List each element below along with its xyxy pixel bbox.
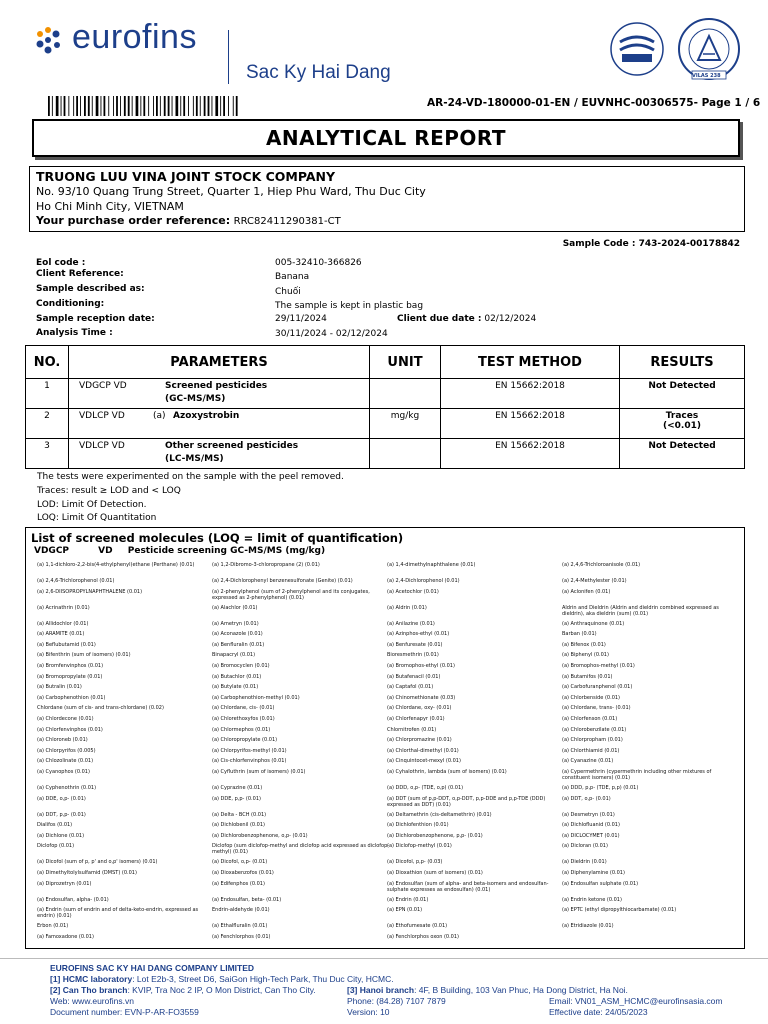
molecule-item: (a) Cyanophos (0.01) <box>37 769 90 775</box>
molecule-item: (a) Ametryn (0.01) <box>212 620 259 627</box>
row-unit <box>370 439 441 469</box>
row-accreditation-flag: (a) <box>153 411 166 421</box>
table-header-row <box>26 346 745 379</box>
molecule-item: (a) Chloropropylate (0.01) <box>212 737 278 744</box>
molecule-item: Endrin-aldehyde (0.01) <box>212 907 270 914</box>
molecules-method-title: Pesticide screening GC-MS/MS (mg/kg) <box>127 546 326 556</box>
molecule-item: (a) Alachlor (0.01) <box>212 604 258 611</box>
row-param-name: Azoxystrobin <box>173 411 240 421</box>
sample-code: Sample Code : 743-2024-00178842 <box>562 239 740 249</box>
molecule-item: (a) Chlorfenvinphos (0.01) <box>37 726 103 733</box>
row-param-name: Other screened pesticides <box>165 441 299 451</box>
footer-hanoi-address: : 4F, B Building, 103 Van Phuc, Ha Dong District, Ha Noi. <box>414 985 628 995</box>
molecule-item: (a) Chlorpromazine (0.01) <box>387 737 452 744</box>
molecule-item: (a) 2,6-DIISOPROPYLNAPHTHALENE (0.01) <box>37 588 143 595</box>
molecule-item: (a) Dicloran (0.01) <box>562 843 608 850</box>
molecule-item: (a) Endosulfan, beta- (0.01) <box>212 896 282 903</box>
sample-described-value: Chuối <box>275 287 301 297</box>
molecule-item: (a) Dicofol (sum of p, p' and o,p' isomers) (0.01) <box>37 859 158 866</box>
row-result <box>620 409 745 439</box>
molecule-item: (a) Chlorethoxyfos (0.01) <box>212 716 275 722</box>
molecule-item: (a) Acetochlor (0.01) <box>387 588 439 595</box>
conditioning-value: The sample is kept in plastic bag <box>275 301 424 311</box>
molecule-item: (a) Chlorpyrifos-methyl (0.01) <box>212 747 287 754</box>
molecule-item: (a) Chlordane, cis- (0.01) <box>212 705 275 712</box>
row-result-value: Traces <box>665 411 699 421</box>
sample-described-label: Sample described as: <box>36 284 145 294</box>
row-parameter <box>69 379 370 409</box>
molecule-item: (a) ARAMITE (0.01) <box>37 631 85 638</box>
molecule-item: (a) Dichlofenthion (0.01) <box>387 822 449 829</box>
brand-name: eurofins <box>72 18 197 56</box>
molecules-code: VDGCP <box>34 546 70 556</box>
molecule-item: Erbon (0.01) <box>37 923 69 930</box>
row-result-value: Not Detected <box>648 441 716 451</box>
molecule-item: (a) Chlordane, oxy- (0.01) <box>387 705 452 712</box>
row-param-name: Screened pesticides <box>165 381 268 391</box>
molecule-item: (a) EPTC (ethyl dipropylthiocarbamate) (0.01) <box>562 907 677 914</box>
footer-phone: Phone: (84.28) 7107 7879 <box>347 996 446 1006</box>
po-label: Your purchase order reference: <box>36 214 231 227</box>
footer-effective-date: Effective date: 24/05/2023 <box>549 1007 648 1017</box>
col-results: RESULTS <box>620 346 745 379</box>
molecule-item: (a) Bromophos-methyl (0.01) <box>562 663 635 669</box>
molecule-item: (a) Endrin (sum of endrin and of delta-keto-endrin, expressed as endrin) (0.01) <box>37 907 199 920</box>
molecule-item: (a) 1,2-Dibromo-3-chloropropane (2) (0.01) <box>212 562 320 568</box>
molecule-item: (a) Bifenox (0.01) <box>562 641 606 648</box>
analysis-time-label: Analysis Time : <box>36 328 113 338</box>
molecule-item: (a) Chlorobenzilate (0.01) <box>562 726 627 733</box>
client-reference-label: Client Reference: <box>36 269 124 279</box>
molecule-item: (a) Cyprazine (0.01) <box>212 785 263 791</box>
molecule-item: (a) Carbophenothion (0.01) <box>37 694 106 701</box>
due-date-value: 02/12/2024 <box>484 314 537 324</box>
client-reference-value: Banana <box>275 272 310 282</box>
molecule-item: (a) Ethofumesate (0.01) <box>387 923 448 930</box>
molecule-item: (a) Bifenthrin (sum of isomers) (0.01) <box>37 652 131 659</box>
molecule-item: Chlornitrofen (0.01) <box>387 726 437 733</box>
molecule-item: (a) Beflubutamid (0.01) <box>37 641 96 648</box>
molecule-item: (a) Dioxathion (sum of isomers) (0.01) <box>387 870 483 876</box>
molecule-item: (a) Chlordane, trans- (0.01) <box>562 705 631 712</box>
molecule-item: (a) Diphenylamine (0.01) <box>562 870 625 876</box>
molecule-item: (a) Chlorfenapyr (0.01) <box>387 716 445 722</box>
molecule-item: (a) Cyhalothrin, lambda (sum of isomers) (0.01) <box>387 769 507 775</box>
note-loq: LOQ: Limit Of Quantitation <box>37 513 157 523</box>
molecule-item: (a) Chlorthiamid (0.01) <box>562 747 620 754</box>
molecule-item: (a) Chinomethionate (0.03) <box>387 694 456 701</box>
footer-web: Web: www.eurofins.vn <box>50 996 134 1006</box>
row-code: VDLCP VD <box>79 411 125 421</box>
vilas-code: VILAS 238 <box>692 73 721 79</box>
row-code: VDLCP VD <box>79 441 125 451</box>
molecule-item: (a) Famoxadone (0.01) <box>37 933 94 940</box>
molecule-item: (a) Chlorpyrifos (0.005) <box>37 747 96 754</box>
table-row <box>26 379 745 409</box>
row-unit: mg/kg <box>370 409 441 439</box>
molecule-item: (a) Endrin ketone (0.01) <box>562 896 622 903</box>
molecule-item: Binapacryl (0.01) <box>212 652 256 659</box>
molecule-item: (a) Dichlorobenzophenone, p,p- (0.01) <box>387 832 483 839</box>
molecule-item: (a) Dichlorobenzophenone, o,p- (0.01) <box>212 832 308 839</box>
molecule-item: (a) Chlozolinate (0.01) <box>37 758 94 765</box>
molecule-item: (a) Carbofuranphenol (0.01) <box>562 684 633 691</box>
due-date-label: Client due date : <box>397 314 482 324</box>
po-value: RRC82411290381-CT <box>233 216 341 227</box>
molecule-item: (a) DDT (sum of p,p-DDT, o,p-DDT, p,p-DDE and p,p-TDE (DDD) expressed as DDT) (0.01) <box>387 795 546 808</box>
row-method: EN 15662:2018 <box>441 379 620 409</box>
molecule-item: (a) Diprozetryn (0.01) <box>37 880 92 887</box>
footer-email: Email: VN01_ASM_HCMC@eurofinsasia.com <box>549 996 723 1006</box>
molecule-item: (a) Deltamethrin (cis-deltamethrin) (0.01) <box>387 811 492 818</box>
molecule-item: (a) Cyphenothrin (0.01) <box>37 785 97 791</box>
molecule-item: (a) 2-phenylphenol (sum of 2-phenylphenol and its conjugates, expressed as 2-phenylphenol) (0.01) <box>212 588 370 601</box>
row-code: VDGCP VD <box>79 381 127 391</box>
molecule-item: (a) Chlorfenson (0.01) <box>562 716 618 722</box>
row-method: EN 15662:2018 <box>441 409 620 439</box>
subbrand-name: Sac Ky Hai Dang <box>246 62 391 83</box>
report-title: ANALYTICAL REPORT <box>32 119 740 157</box>
footer-company: EUROFINS SAC KY HAI DANG COMPANY LIMITED <box>50 963 255 973</box>
molecule-item: (a) 2,4-Dichlorophenol (0.01) <box>387 578 460 584</box>
molecule-item: (a) Dicofol, o,p- (0.01) <box>212 859 268 866</box>
client-box <box>29 166 745 232</box>
molecule-item: Chlordane (sum of cis- and trans-chlordane) (0.02) <box>37 705 164 712</box>
molecule-item: (a) DICLOCYMET (0.01) <box>562 832 620 839</box>
molecule-item: (a) Chlorbenside (0.01) <box>562 694 621 701</box>
molecule-item: (a) Bromophos-ethyl (0.01) <box>387 663 455 669</box>
barcode <box>48 96 238 116</box>
report-reference: AR-24-VD-180000-01-EN / EUVNHC-00306575- Page 1 / 6 <box>427 97 761 109</box>
molecule-item: (a) Anilazine (0.01) <box>387 620 435 627</box>
molecule-item: (a) Benfluralin (0.01) <box>212 641 265 648</box>
molecules-vd: VD <box>98 546 113 556</box>
row-result <box>620 439 745 469</box>
molecule-item: Diclofop (sum diclofop-methyl and diclofop acid expressed as diclofop-methyl) (0.01) <box>212 843 390 856</box>
footer-cantho-label: [2] Can Tho branch <box>50 985 128 995</box>
row-method: EN 15662:2018 <box>441 439 620 469</box>
molecule-item: (a) Dichlofluanid (0.01) <box>562 822 620 829</box>
molecule-item: (a) 1,1-dichloro-2,2-bis(4-ethylphenyl)ethane (Perthane) (0.01) <box>37 562 195 568</box>
molecule-item: (a) Aclonifen (0.01) <box>562 588 611 595</box>
molecule-item: (a) Edifenphos (0.01) <box>212 880 265 887</box>
molecule-item: (a) Delta - BCH (0.01) <box>212 811 267 818</box>
row-parameter <box>69 439 370 469</box>
client-name: TRUONG LUU VINA JOINT STOCK COMPANY <box>36 169 336 184</box>
molecule-item: (a) EPN (0.01) <box>387 907 423 914</box>
molecule-item: (a) 2,4,6-Trichloroanisole (0.01) <box>562 562 641 568</box>
col-parameters: PARAMETERS <box>69 346 370 379</box>
molecule-item: (a) Butylate (0.01) <box>212 684 259 691</box>
molecule-item: (a) Butafenacil (0.01) <box>387 673 441 680</box>
molecule-item: (a) Acrinathrin (0.01) <box>37 604 90 611</box>
molecule-item: (a) Chlorpropham (0.01) <box>562 737 623 744</box>
eurofins-logo-mark <box>32 24 68 60</box>
molecule-item: (a) 1,4-dimethylnaphthalene (0.01) <box>387 562 476 568</box>
note-lod: LOD: Limit Of Detection. <box>37 500 147 510</box>
molecule-item: (a) Chlorthal-dimethyl (0.01) <box>387 747 459 754</box>
footer-hcmc-label: [1] HCMC laboratory <box>50 974 133 984</box>
molecule-item: (a) Benfuresate (0.01) <box>387 641 443 648</box>
molecules-subtitle <box>34 546 325 556</box>
molecule-item: (a) Fenchlorphos oxon (0.01) <box>387 933 459 940</box>
molecule-item: (a) Dicofol, p,p- (0.03) <box>387 859 443 866</box>
molecule-item: Barban (0.01) <box>562 631 597 638</box>
footer-cantho-address: : KVIP, Tra Noc 2 IP, O Mon District, Can Tho City. <box>127 985 316 995</box>
col-no: NO. <box>26 346 69 379</box>
row-param-name-2: (LC-MS/MS) <box>165 454 224 464</box>
molecule-item: (a) Endosulfan, alpha- (0.01) <box>37 896 109 903</box>
molecule-item: Aldrin and Dieldrin (Aldrin and dieldrin combined expressed as dieldrin), aka dieldrin (sum) (0.01) <box>562 604 719 617</box>
client-address-line2: Ho Chi Minh City, VIETNAM <box>36 200 184 213</box>
molecule-item: (a) Etridiazole (0.01) <box>562 923 614 930</box>
footer-divider <box>0 958 768 959</box>
molecule-item: (a) Butralin (0.01) <box>37 684 82 691</box>
header-divider <box>228 30 229 84</box>
footer-hcmc-address: : Lot E2b-3, Street D6, SaiGon High-Tech Park, Thu Duc City, HCMC. <box>132 974 394 984</box>
molecule-item: (a) DDE, o,p- (0.01) <box>37 795 86 802</box>
molecule-item: (a) Endrin (0.01) <box>387 896 429 903</box>
row-result <box>620 379 745 409</box>
molecules-title: List of screened molecules (LOQ = limit of quantification) <box>31 531 404 545</box>
footer-hanoi-label: [3] Hanoi branch <box>347 985 415 995</box>
row-no: 1 <box>26 379 69 409</box>
molecule-item: (a) Cypermethrin (cypermethrin including other mixtures of constituent isomers) (0.01) <box>562 769 712 781</box>
molecule-item: (a) Captafol (0.01) <box>387 684 434 691</box>
row-no: 3 <box>26 439 69 469</box>
note-peel: The tests were experimented on the sample with the peel removed. <box>37 472 344 482</box>
molecule-item: (a) Dieldrin (0.01) <box>562 859 607 866</box>
molecule-item: (a) DDD, p,p- (TDE, p,p) (0.01) <box>562 785 639 791</box>
molecule-item: (a) DDD, o,p- (TDE, o,p) (0.01) <box>387 785 464 791</box>
molecule-item: (a) Carbophenothion-methyl (0.01) <box>212 694 300 701</box>
molecule-item: (a) Dichlone (0.01) <box>37 832 85 839</box>
molecule-item: (a) Cyfluthrin (sum of isomers) (0.01) <box>212 769 306 775</box>
molecule-item: (a) DDT, p,p- (0.01) <box>37 811 86 818</box>
molecule-item: (a) Cis-chlorfenvinphos (0.01) <box>212 758 287 765</box>
molecule-item: (a) Butamifos (0.01) <box>562 673 613 680</box>
molecule-item: (a) Biphenyl (0.01) <box>562 652 609 659</box>
molecule-item: (a) Desmetryn (0.01) <box>562 811 615 818</box>
molecule-item: (a) Butachlor (0.01) <box>212 673 262 680</box>
molecule-item: (a) Dimethyltolylsulfamid (DMST) (0.01) <box>37 870 137 876</box>
col-unit: UNIT <box>370 346 441 379</box>
row-result-value: Not Detected <box>648 381 716 391</box>
molecule-item: (a) Fenchlorphos (0.01) <box>212 933 271 940</box>
client-address-line1: No. 93/10 Quang Trung Street, Quarter 1, Hiep Phu Ward, Thu Duc City <box>36 185 426 198</box>
molecule-item: (a) DDT, o,p- (0.01) <box>562 795 611 802</box>
molecule-item: (a) Anthraquinone (0.01) <box>562 620 625 627</box>
footer-document-number: Document number: EVN-P-AR-FO3559 <box>50 1007 199 1017</box>
molecule-item: (a) DDE, p,p- (0.01) <box>212 795 261 802</box>
molecule-item: (a) Cyanazine (0.01) <box>562 758 614 765</box>
conditioning-label: Conditioning: <box>36 299 105 309</box>
eol-code-label: Eol code : <box>36 258 86 268</box>
molecule-item: (a) 2,4-Methylester (0.01) <box>562 578 627 584</box>
molecule-item: (a) Aconazole (0.01) <box>212 631 263 638</box>
molecule-item: (a) Allidochlor (0.01) <box>37 620 89 627</box>
molecule-item: (a) Endosulfan (sum of alpha- and beta-isomers and endosulfan-sulphate expresses as endosulfan) (0.01) <box>387 880 549 893</box>
col-test-method: TEST METHOD <box>441 346 620 379</box>
note-traces: Traces: result ≥ LOD and < LOQ <box>37 486 181 496</box>
molecule-item: (a) Dioxabenzofos (0.01) <box>212 870 274 876</box>
results-table <box>25 345 745 469</box>
molecule-item: Bioresmethrin (0.01) <box>387 652 439 659</box>
molecule-item: (a) Endosulfan sulphate (0.01) <box>562 880 639 887</box>
eol-code-value: 005-32410-366826 <box>275 258 362 268</box>
molecule-item: (a) Chloroneb (0.01) <box>37 737 88 744</box>
molecule-item: (a) Cinquintocet-mexyl (0.01) <box>387 758 461 765</box>
molecule-item: (a) 2,4-Dichlorophenyl benzenesulfonate (Genite) (0.01) <box>212 578 353 584</box>
molecule-item: (a) Azinphos-ethyl (0.01) <box>387 631 450 638</box>
row-unit <box>370 379 441 409</box>
row-no: 2 <box>26 409 69 439</box>
molecule-item: Diclofop (0.01) <box>37 843 75 850</box>
molecule-item: (a) Ethalfluralin (0.01) <box>212 923 268 930</box>
reception-date-label: Sample reception date: <box>36 314 155 324</box>
molecule-item: (a) Chlormephos (0.01) <box>212 726 271 733</box>
molecule-item: Dialifos (0.01) <box>37 822 73 829</box>
molecule-item: (a) Diclofop-methyl (0.01) <box>387 843 452 850</box>
ilac-mra-seal-icon <box>608 20 666 78</box>
table-row <box>26 439 745 469</box>
table-row <box>26 409 745 439</box>
molecule-item: (a) 2,4,6-Trichlorophenol (0.01) <box>37 578 115 584</box>
reception-date-value: 29/11/2024 <box>275 314 327 324</box>
molecule-item: (a) Chlordecone (0.01) <box>37 716 94 722</box>
molecule-item: (a) Bromopropylate (0.01) <box>37 673 103 680</box>
row-param-name-2: (GC-MS/MS) <box>165 394 226 404</box>
row-parameter <box>69 409 370 439</box>
footer-version: Version: 10 <box>347 1007 390 1017</box>
analysis-time-value: 30/11/2024 - 02/12/2024 <box>275 329 388 339</box>
molecule-item: (a) Bromfenvinphos (0.01) <box>37 663 104 669</box>
molecule-item: (a) Dichlobenil (0.01) <box>212 822 265 829</box>
molecule-item: (a) Bromocyclen (0.01) <box>212 663 270 669</box>
row-result-value-2: (<0.01) <box>663 421 701 431</box>
molecule-item: (a) Aldrin (0.01) <box>387 604 427 611</box>
